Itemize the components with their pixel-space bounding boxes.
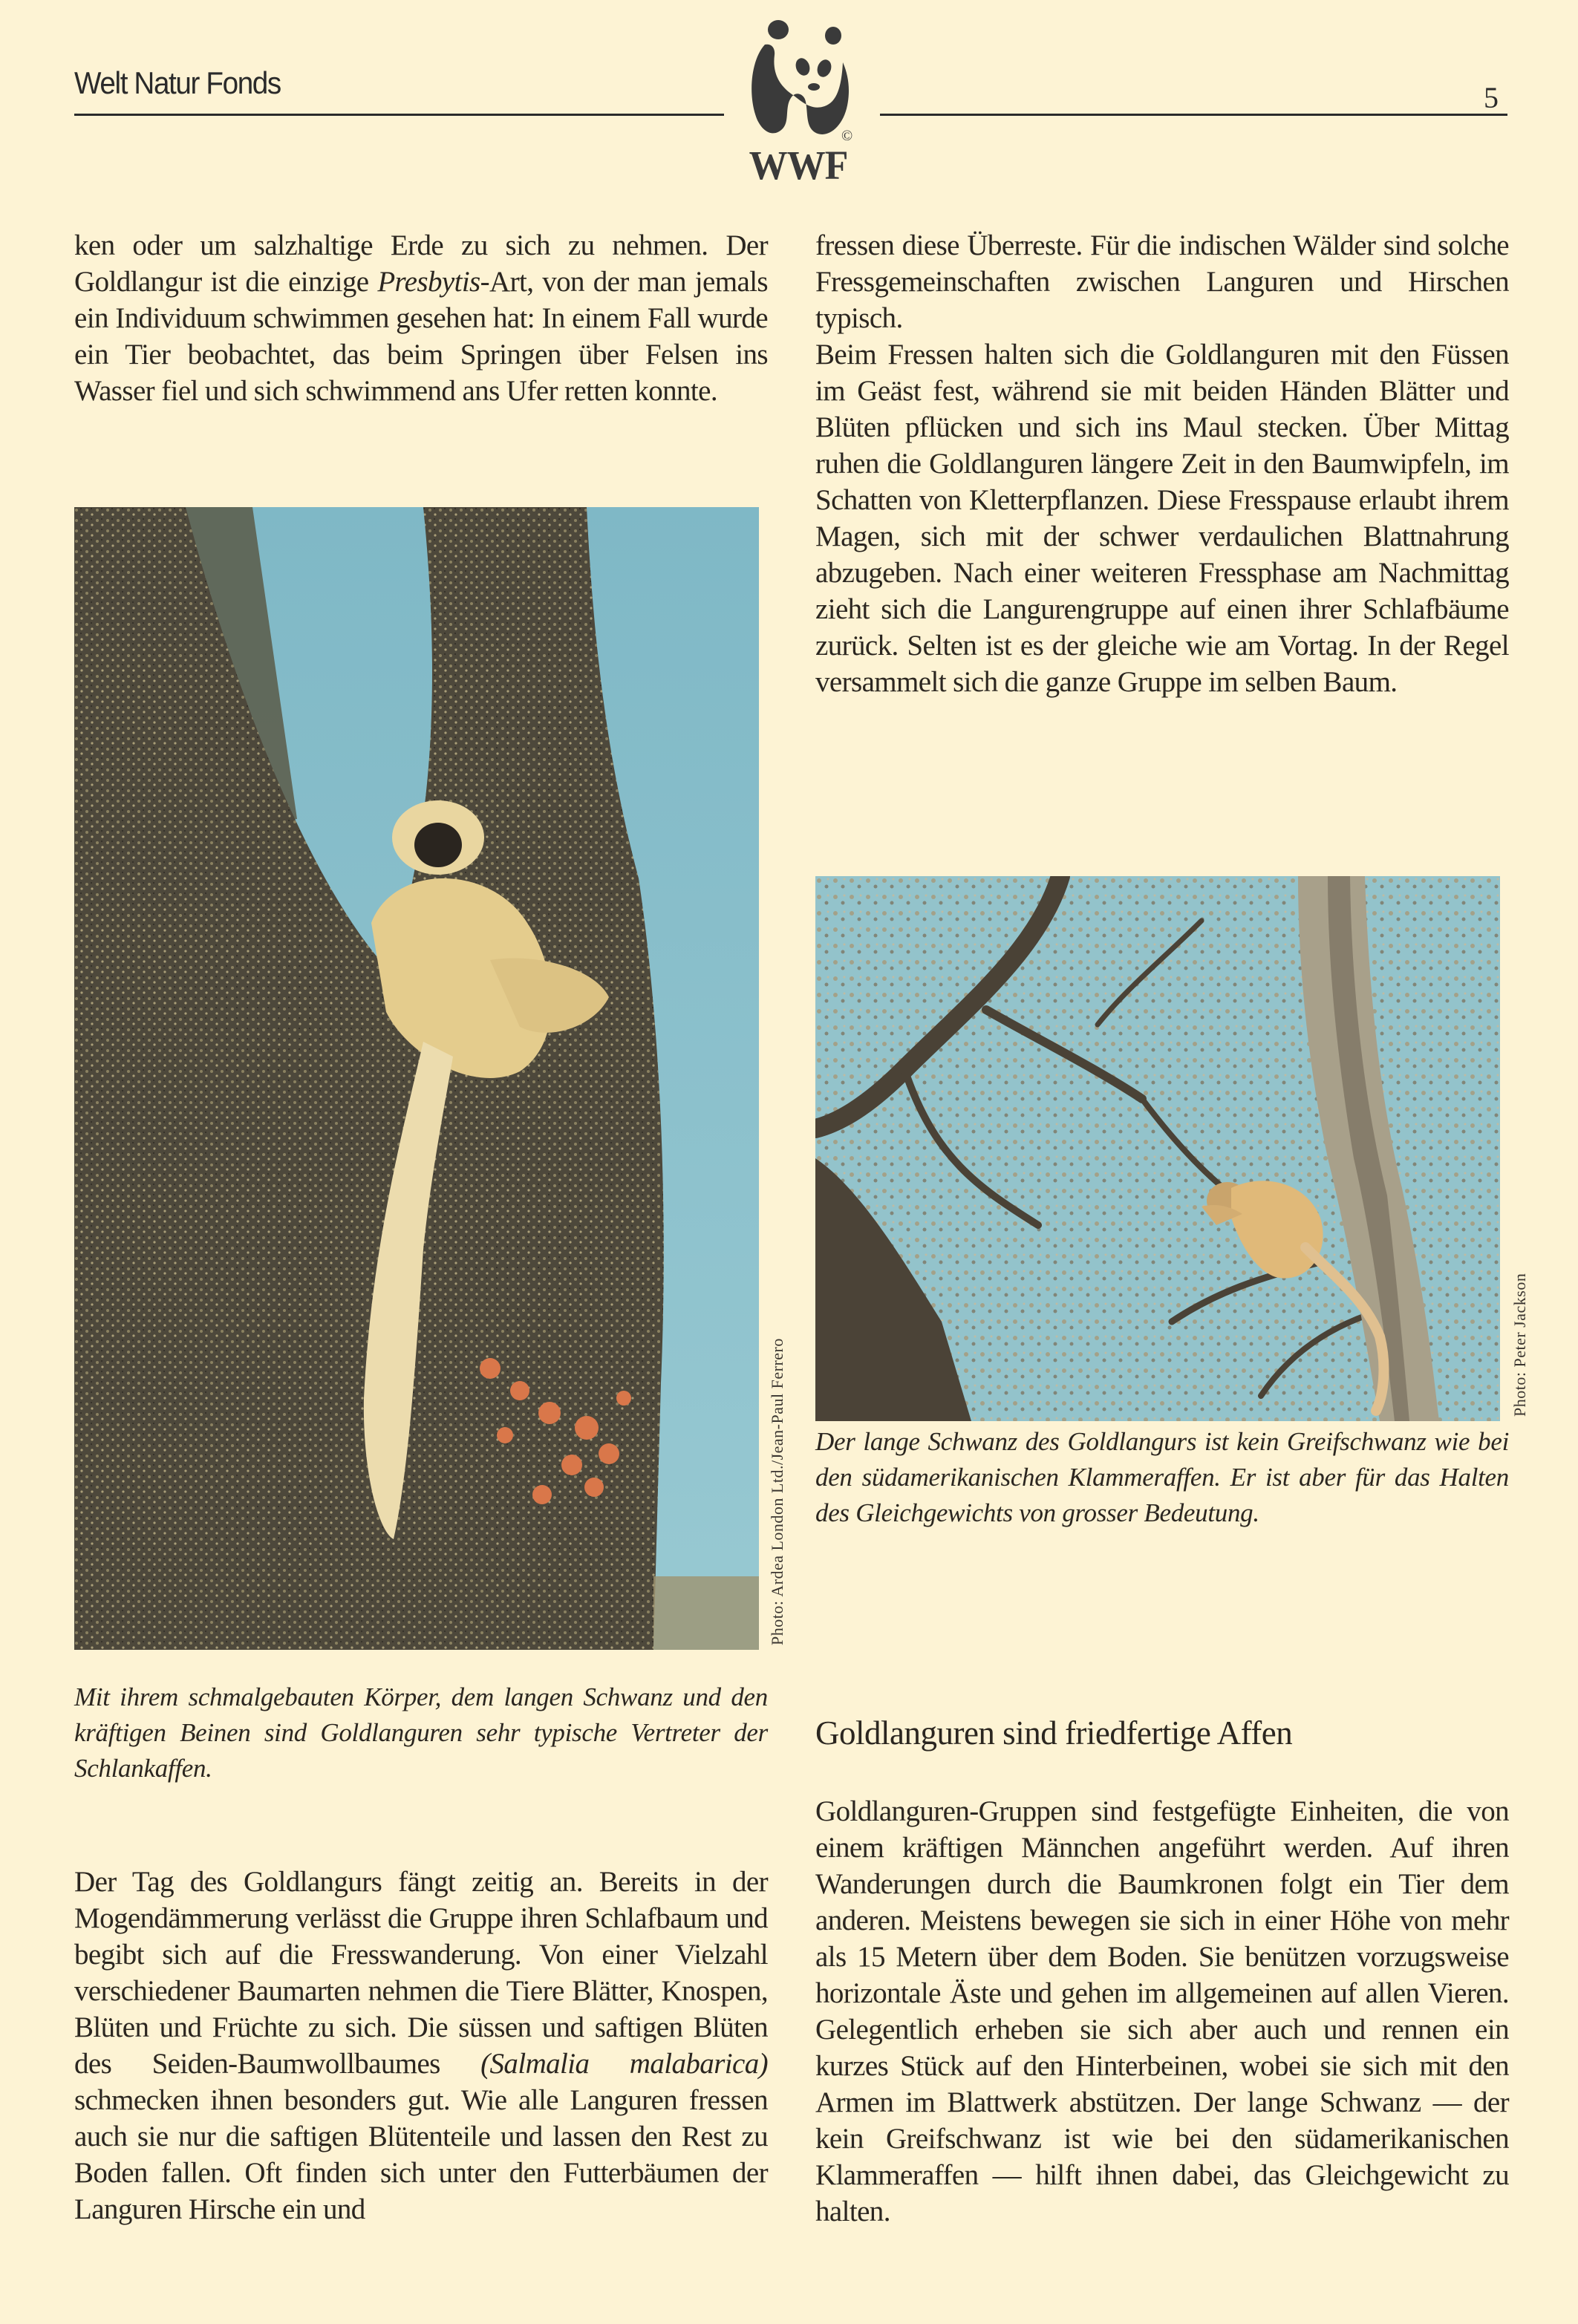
header-rule-left <box>74 114 724 116</box>
species-genus: Presbytis <box>377 266 480 298</box>
right-paragraph-1: fressen diese Überreste. Für die indischen Wälder sind solche Fressgemeinschaften zwischen Languren und Hirschen typisch. <box>815 229 1509 334</box>
species-name: (Salmalia malabarica) <box>480 2048 768 2080</box>
wwf-logo <box>731 16 865 187</box>
photo-golden-langur-on-tree <box>74 507 759 1650</box>
panda-icon <box>731 16 865 143</box>
page-number: 5 <box>1484 81 1499 114</box>
right-paragraph-2: Beim Fressen halten sich die Goldlanguren mit den Füssen im Geäst fest, während sie mit beiden Händen Blätter und Blüten pflücken und sich ins Maul stecken. Über Mittag ruhen die Goldlanguren längere Zeit in den Baumwipfeln, im Schatten von Kletterpflanzen. Diese Fresspause erlaubt ihrem Magen, sich mit der schwer verdaulichen Blattnahrung abzugeben. Nach einer weiteren Fressphase am Nachmittag zieht sich die Langurengruppe auf einen ihrer Schlafbäume zurück. Selten ist es der gleiche wie am Vortag. In der Regel versammelt sich die ganze Gruppe im selben Baum. <box>815 339 1509 698</box>
text-run: Der Tag des Goldlangurs fängt zeitig an. Bereits in der Mogendämmerung verlässt die Gruppe ihren Schlafbaum und begibt sich auf die Fresswanderung. Von einer Vielzahl verschiedener Baumarten nehmen die Tiere Blätter, Knospen, Blüten und Früchte zu sich. Die süssen und saftigen Blüten des Seiden-Baumwollbaumes <box>74 1866 768 2080</box>
photo-1-credit: Photo: Ardea London Ltd./Jean-Paul Ferrero <box>768 1338 786 1645</box>
photo-langur-in-tree-canopy <box>815 876 1500 1421</box>
photo-2-credit: Photo: Peter Jackson <box>1510 1273 1529 1417</box>
right-paragraphs-top <box>815 227 1509 700</box>
left-paragraph-2 <box>74 1864 768 2227</box>
text-run: ken oder um salzhaltige Erde zu sich zu nehmen. Der Goldlangur ist die einzige <box>74 229 768 298</box>
publication-title: Welt Natur Fonds <box>74 65 281 100</box>
left-paragraph-1 <box>74 227 768 409</box>
section-heading: Goldlanguren sind friedfertige Affen <box>815 1714 1293 1752</box>
photo-1-caption: Mit ihrem schmalgebauten Körper, dem langen Schwanz und den kräftigen Beinen sind Goldlanguren sehr typische Vertreter der Schlankaffen. <box>74 1682 768 1783</box>
text-run: schmecken ihnen besonders gut. Wie alle Languren fressen auch sie nur die saftigen Blütenteile und lassen den Rest zu Boden fallen. Oft finden sich unter den Futterbäumen der Languren Hirsche ein und <box>74 2084 768 2225</box>
photo-2-caption: Der lange Schwanz des Goldlangurs ist kein Greifschwanz wie bei den südamerikanischen Klammeraffen. Er ist aber für das Halten des Gleichgewichts von grosser Bedeutung. <box>815 1427 1509 1527</box>
wwf-wordmark: WWF <box>749 143 848 189</box>
copyright-mark: © <box>841 128 853 144</box>
right-paragraph-3: Goldlanguren-Gruppen sind festgefügte Einheiten, die von einem kräftigen Männchen angeführt werden. Auf ihren Wanderungen durch die Baumkronen folgt ein Tier dem anderen. Meistens bewegen sie sich in einer Höhe von mehr als 15 Metern über dem Boden. Sie benützen vorzugsweise horizontale Äste und gehen im allgemeinen auf allen Vieren. Gelegentlich erheben sie sich aber auch und rennen ein kurzes Stück auf den Hinterbeinen, wobei sie sich mit den Armen im Blattwerk abstützen. Der lange Schwanz — der kein Greifschwanz ist wie bei den südamerikanischen Klammeraffen — hilft ihnen dabei, das Gleichgewicht zu halten. <box>815 1795 1509 2227</box>
header-rule-right <box>880 114 1507 116</box>
text-run: -Art, von der man jemals ein Individuum schwimmen gesehen hat: In einem Fall wurde ein Tier beobachtet, das beim Springen über Felsen ins Wasser fiel und sich schwimmend ans Ufer retten konnte. <box>74 266 769 407</box>
